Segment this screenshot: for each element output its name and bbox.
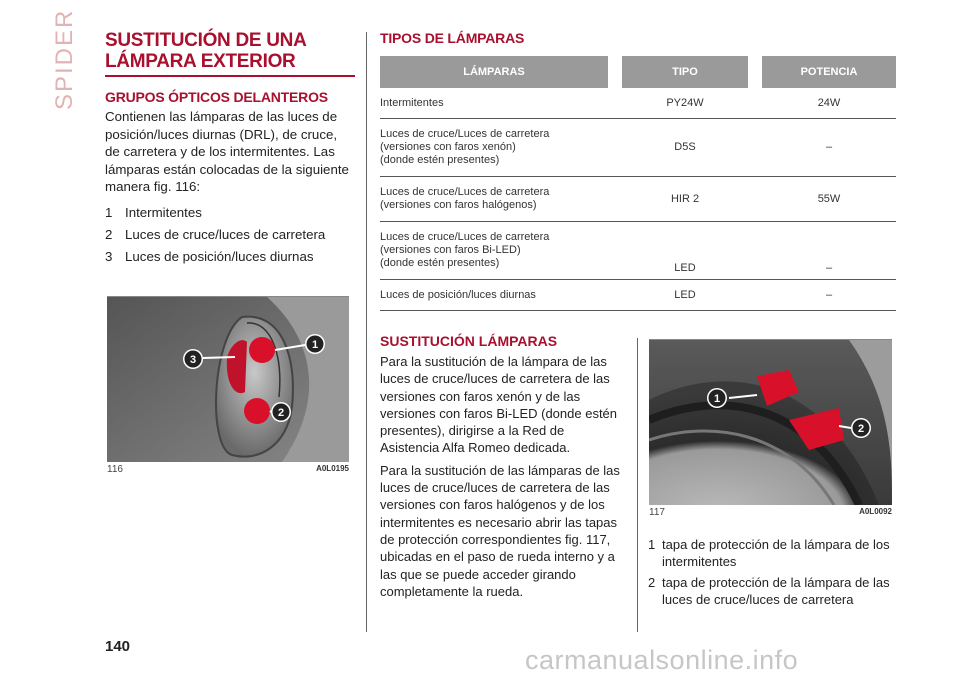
lamp-text-line: (donde estén presentes) [380, 154, 500, 166]
callout-number: 1 [311, 339, 319, 351]
list-item [105, 224, 355, 246]
lamp-text-line: Luces de cruce/Luces de carretera [380, 231, 550, 243]
table-row [380, 88, 896, 119]
side-title: SPIDER [51, 8, 78, 110]
column-divider [637, 338, 638, 632]
type-cell: LED [622, 280, 748, 311]
figure-caption [107, 464, 349, 475]
subheading: GRUPOS ÓPTICOS DELANTEROS [105, 89, 328, 105]
figure-number: 117 [649, 507, 665, 518]
lamp-text-line: Luces de cruce/Luces de carretera [380, 186, 550, 198]
power-cell: – [762, 119, 896, 177]
figure-code: A0L0195 [316, 464, 349, 473]
lamp-text-line: Luces de posición/luces diurnas [380, 288, 536, 301]
figure-caption [649, 507, 892, 518]
lamp-types-table [380, 56, 896, 311]
lamp-text-line: Intermitentes [380, 96, 444, 109]
figure-117 [649, 339, 892, 518]
callout-1 [305, 334, 325, 354]
power-cell: 24W [762, 88, 896, 119]
table-row [380, 177, 896, 222]
lamp-types-section [380, 30, 896, 311]
figure-116 [107, 296, 349, 475]
lamp-text-line: (donde estén presentes) [380, 257, 500, 269]
lamp-cell [380, 280, 608, 311]
list-text: Luces de posición/luces diurnas [125, 248, 314, 264]
figure-code: A0L0092 [859, 507, 892, 516]
callout-number: 2 [277, 407, 285, 419]
list-number: 1 [105, 204, 113, 220]
replacement-paragraph: Para la sustitución de la lámpara de las luces de cruce/luces de carretera de las versiones con faros xenón y de las versiones con faros Bi-LED (donde estén presentes), dirigirse a la Red de Asistencia Alfa Romeo dedicada. [380, 354, 618, 456]
lamp-text-line: (versiones con faros xenón) [380, 141, 516, 153]
table-row [380, 222, 896, 280]
callout-2 [271, 402, 291, 422]
wheel-arch-illustration [649, 340, 892, 505]
title-rule [105, 75, 355, 77]
power-cell: 55W [762, 177, 896, 222]
replacement-paragraph: Para la sustitución de las lámparas de las luces de cruce/luces de carretera de las versiones con faros halógenos y de los intermitentes es necesario abrir las tapas de protección correspondientes fig. 117, ubicadas en el paso de rueda interno y a las que se puede acceder girando completamente la rueda. [380, 462, 620, 599]
headlight-illustration [107, 297, 349, 462]
figure-117-list [648, 536, 898, 612]
lamp-list [105, 202, 355, 268]
list-number: 2 [105, 226, 113, 242]
column-header: LÁMPARAS [380, 56, 608, 88]
list-item [648, 536, 898, 570]
lamp-cell [380, 222, 608, 280]
list-number: 1 [648, 537, 656, 552]
intro-paragraph: Contienen las lámparas de las luces de posición/luces diurnas (DRL), de cruce, de carretera y de los intermitentes. Las lámparas están colocadas de la siguiente manera fig. 116: [105, 109, 349, 194]
callout-2 [851, 418, 871, 438]
replacement-section [380, 333, 626, 605]
table-title: TIPOS DE LÁMPARAS [380, 30, 525, 46]
list-text: Intermitentes [125, 204, 202, 220]
list-text: tapa de protección de la lámpara de las luces de cruce/luces de carretera [662, 575, 890, 607]
callout-3 [183, 349, 203, 369]
replacement-heading: SUSTITUCIÓN LÁMPARAS [380, 333, 558, 349]
figure-number: 116 [107, 464, 123, 475]
power-cell: – [762, 222, 896, 280]
type-cell: D5S [622, 119, 748, 177]
section-title [105, 30, 355, 72]
callout-number: 1 [713, 393, 721, 405]
list-item [648, 574, 898, 608]
lamp-text-line: Luces de cruce/Luces de carretera [380, 128, 550, 140]
lamp-cell [380, 177, 608, 222]
table-row [380, 119, 896, 177]
title-line: SUSTITUCIÓN DE UNA [105, 30, 307, 51]
callout-1 [707, 388, 727, 408]
list-item [105, 202, 355, 224]
title-line: LÁMPARA EXTERIOR [105, 51, 296, 72]
callout-number: 2 [857, 423, 865, 435]
column-header: TIPO [622, 56, 748, 88]
power-cell: – [762, 280, 896, 311]
list-item [105, 246, 355, 268]
lamp-text-line: (versiones con faros Bi-LED) [380, 244, 521, 256]
column-header: POTENCIA [762, 56, 896, 88]
table-row [380, 280, 896, 311]
list-text: Luces de cruce/luces de carretera [125, 226, 326, 242]
lamp-cell [380, 119, 608, 177]
page-number: 140 [105, 638, 131, 655]
list-number: 2 [648, 575, 656, 590]
lamp-text-line: (versiones con faros halógenos) [380, 199, 537, 211]
type-cell: HIR 2 [622, 177, 748, 222]
callout-number: 3 [189, 354, 197, 366]
type-cell: LED [622, 222, 748, 280]
list-text: tapa de protección de la lámpara de los intermitentes [662, 537, 890, 569]
list-number: 3 [105, 248, 113, 264]
table-body [380, 88, 896, 311]
type-cell: PY24W [622, 88, 748, 119]
column-divider [366, 32, 367, 632]
watermark: carmanualsonline.info [525, 645, 799, 675]
lamp-cell [380, 88, 608, 119]
left-column [105, 30, 355, 268]
